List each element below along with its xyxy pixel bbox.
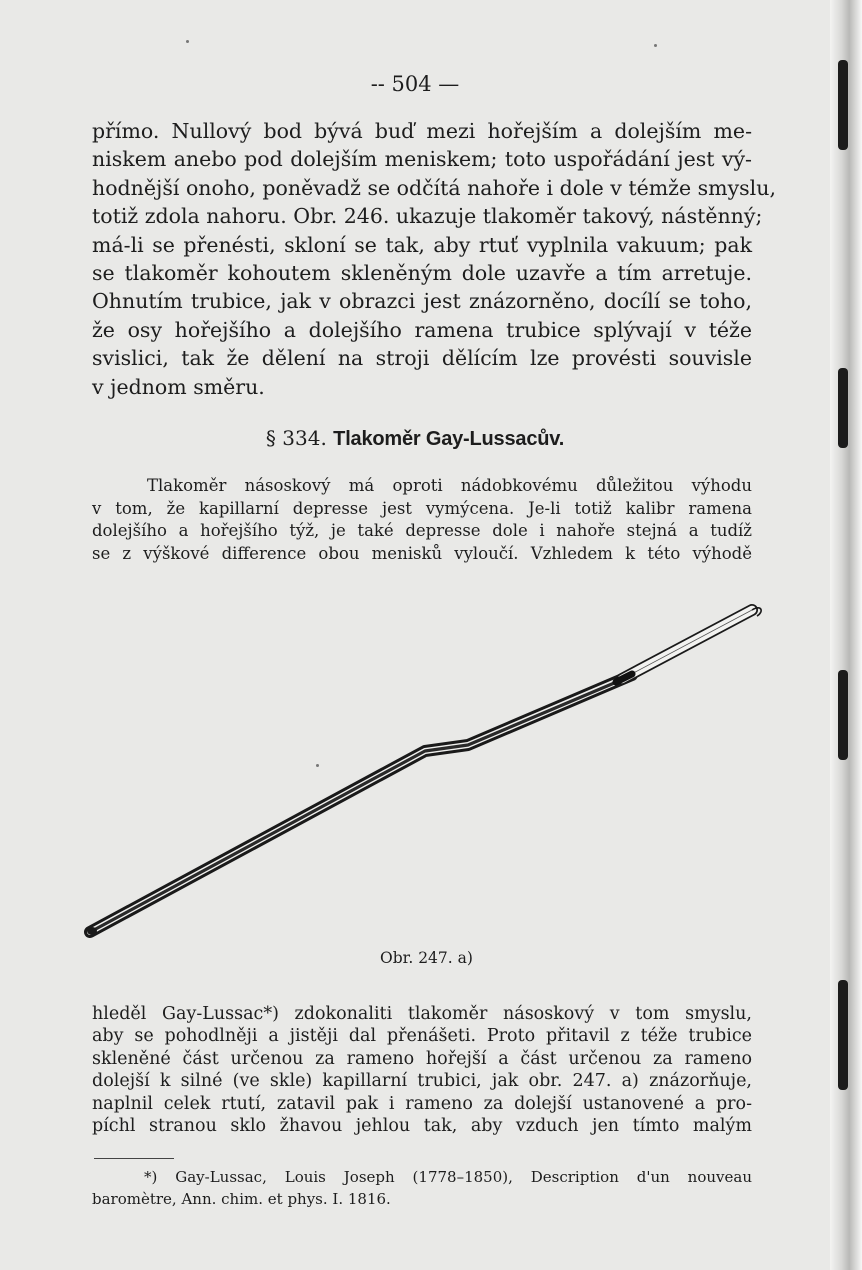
text-line: přímo. Nullový bod bývá buď mezi hořejším a dolejším me- bbox=[92, 119, 752, 143]
footnote-rule bbox=[94, 1158, 174, 1159]
text-line: se tlakoměr kohoutem skleněným dole uzavře a tím arretuje. bbox=[92, 260, 752, 285]
section-number: § 334. bbox=[265, 426, 327, 450]
paper-speck bbox=[186, 40, 189, 43]
text-line: dolejšího a hořejšího týž, je také depresse dole i nahoře stejná a tudíž bbox=[92, 521, 752, 541]
text-line: že osy hořejšího a dolejšího ramena trubice splývají v téže bbox=[92, 317, 752, 342]
text-line: píchl stranou sklo žhavou jehlou tak, aby vzduch jen tímto malým bbox=[92, 1115, 752, 1136]
text-line: svislici, tak že dělení na stroji dělícím lze provésti souvisle bbox=[92, 346, 752, 371]
text-line: v tom, že kapillarní depresse jest vymýcena. Je-li totiž kalibr ramena bbox=[92, 498, 752, 518]
text-line: hleděl Gay-Lussac*) zdokonaliti tlakoměr násoskový v tom smyslu, bbox=[92, 1004, 752, 1024]
text-line: má-li se přenésti, skloní se tak, aby rtuť vyplnila vakuum; pak bbox=[92, 232, 752, 257]
text-line: niskem anebo pod dolejším meniskem; toto uspořádání jest vý- bbox=[92, 147, 752, 172]
section-title: Tlakoměr Gay-Lussacův. bbox=[333, 428, 565, 450]
figure-caption: Obr. 247. a) bbox=[380, 949, 473, 967]
footnote-line: baromètre, Ann. chim. et phys. I. 1816. bbox=[92, 1190, 391, 1208]
edge-mark bbox=[838, 60, 848, 150]
glass-tube-illustration bbox=[87, 608, 761, 935]
footnote bbox=[92, 1166, 752, 1210]
paper-speck bbox=[316, 764, 319, 767]
text-line: Ohnutím trubice, jak v obrazci jest znázorněno, docílí se toho, bbox=[92, 289, 752, 314]
edge-mark bbox=[838, 670, 848, 760]
text-line: totiž zdola nahoru. Obr. 246. ukazuje tlakoměr takový, nástěnný; bbox=[92, 204, 763, 229]
barometer-tube-figure bbox=[80, 598, 770, 948]
section-heading bbox=[0, 426, 830, 451]
page-number: -- 504 — bbox=[370, 72, 460, 96]
edge-mark bbox=[838, 368, 848, 448]
page-edge-shadow bbox=[830, 0, 862, 1270]
footnote-line: *) Gay-Lussac, Louis Joseph (1778–1850), Description d'un nouveau bbox=[144, 1168, 752, 1186]
paragraph-siphon bbox=[92, 475, 752, 565]
text-line: dolejší k silné (ve skle) kapillarní trubici, jak obr. 247. a) znázorňuje, bbox=[92, 1071, 752, 1092]
text-line: aby se pohodlněji a jistěji dal přenášeti. Proto přitavil z téže trubice bbox=[92, 1026, 752, 1047]
text-line: se z výškové difference obou menisků vyloučí. Vzhledem k této výhodě bbox=[92, 543, 752, 563]
text-line: naplnil celek rtutí, zatavil pak i rameno za dolejší ustanovené a pro- bbox=[92, 1093, 752, 1114]
text-line: Tlakoměr násoskový má oproti nádobkovému důležitou výhodu bbox=[147, 476, 752, 495]
text-line: v jednom směru. bbox=[92, 374, 265, 399]
text-line: hodnější onoho, poněvadž se odčítá nahoře i dole v témže smyslu, bbox=[92, 175, 776, 200]
text-line: skleněné část určenou za rameno hořejší a část určenou za rameno bbox=[92, 1048, 752, 1069]
paragraph-gay-lussac bbox=[92, 1003, 752, 1137]
paragraph-intro bbox=[92, 117, 776, 401]
edge-mark bbox=[838, 980, 848, 1090]
paper-speck bbox=[654, 44, 657, 47]
